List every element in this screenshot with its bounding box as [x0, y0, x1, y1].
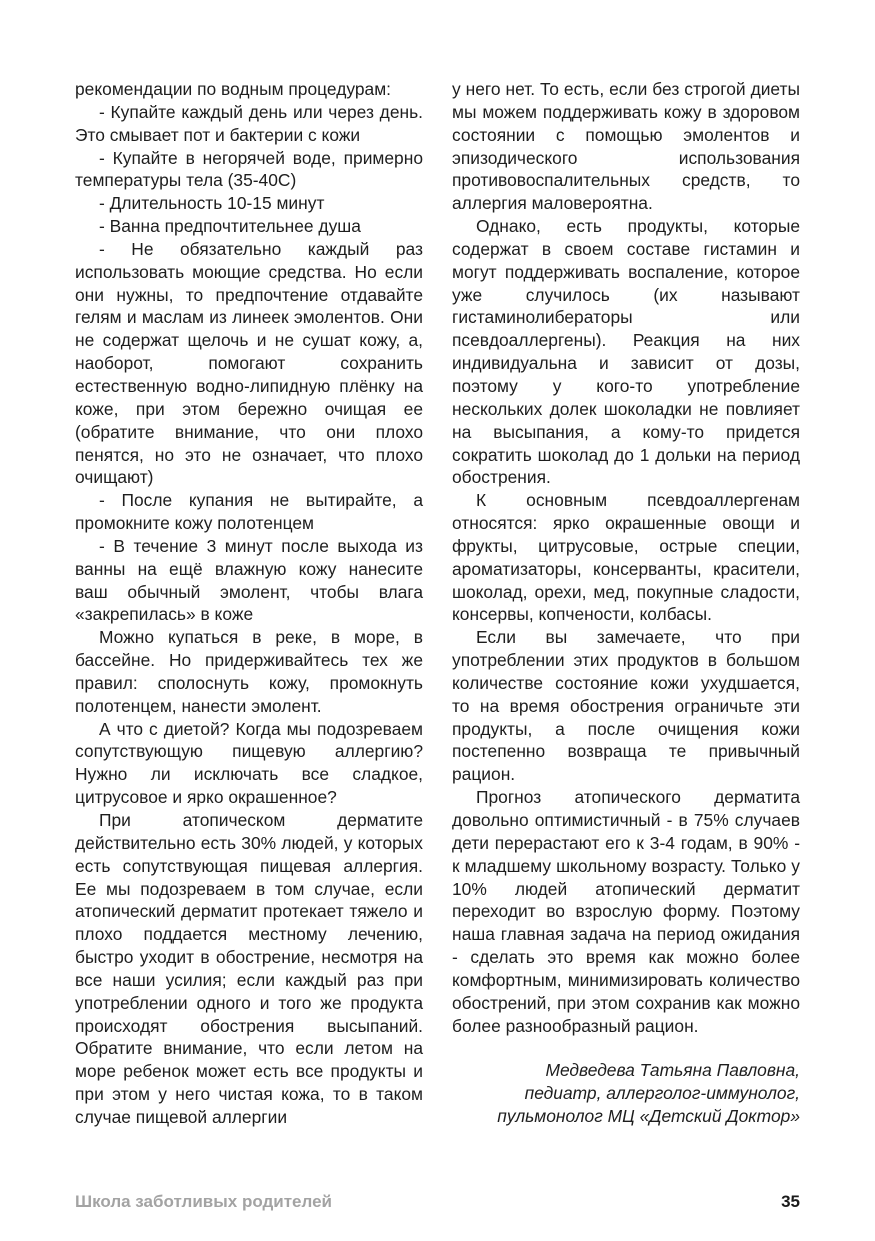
paragraph: у него нет. То есть, если без строгой диеты мы можем поддерживать кожу в здоровом состоянии с помощью эмолентов и эпизодического использования противовоспалительных средств, то аллергия маловероятна. — [452, 79, 800, 214]
paragraph: - Не обязательно каждый раз использовать моющие средства. Но если они нужны, то предпочтение отдавайте гелям и маслам из линеек эмолентов. Они не содержат щелочь и не сушат кожу, а, наоборот, помогают сохранить естественную водно-липидную плёнку на коже, при этом бережно очищая ее (обратите внимание, что они плохо пенятся, но это не означает, что плохо очищают) — [75, 238, 423, 488]
author-name: Медведева Татьяна Павловна, — [545, 1060, 800, 1081]
paragraph: рекомендации по водным процедурам: — [75, 79, 391, 99]
paragraph: При атопическом дерматите действительно есть 30% людей, у которых есть сопутствующая пищевая аллергия. Ее мы подозреваем в том случае, если атопический дерматит протекает тяжело и плохо поддается местному лечению, быстро уходит в обострение, несмотря на все наши усилия; если каждый раз при употреблении одного и того же продукта происходят обострения высыпаний. Обратите внимание, что если летом на море ребенок может есть все продукты и при этом у него чистая кожа, то в таком случае пищевой аллергии — [75, 810, 423, 1127]
publication-title: Школа заботливых родителей — [75, 1192, 332, 1211]
paragraph: - После купания не вытирайте, а промокните кожу полотенцем — [75, 490, 423, 534]
page-number: 35 — [781, 1192, 800, 1211]
paragraph: Прогноз атопического дерматита довольно оптимистичный - в 75% случаев дети перерастают его к 3-4 годам, в 90% - к младшему школьному возрасту. Только у 10% людей атопический дерматит переходит во взрослую форму. Поэтому наша главная задача на период ожидания - сделать это время как можно более комфортным, минимизировать количество обострений, при этом сохранив как можно более разнообразный рацион. — [452, 787, 800, 1036]
paragraph: А что с диетой? Когда мы подозреваем сопутствующую пищевую аллергию? Нужно ли исключать все сладкое, цитрусовое и ярко окрашенное? — [75, 718, 423, 808]
paragraph: Если вы замечаете, что при употреблении этих продуктов в большом количестве состояние кожи ухудшается, то на время обострения ограничьте эти продукты, а после очищения кожи постепенно возвраща те привычный рацион. — [452, 627, 800, 785]
left-column — [75, 78, 423, 1129]
right-column — [452, 78, 800, 1128]
paragraph: - Купайте в негорячей воде, примерно температуры тела (35-40С) — [75, 147, 423, 191]
paragraph: - В течение 3 минут после выхода из ванны на ещё влажную кожу нанесите ваш обычный эмолент, чтобы влага «закрепилась» в коже — [75, 535, 423, 625]
author-affiliation: пульмонолог МЦ «Детский Доктор» — [497, 1106, 800, 1127]
paragraph: Можно купаться в реке, в море, в бассейне. Но придерживайтесь тех же правил: сполоснуть кожу, промокнуть полотенцем, нанести эмолент. — [75, 627, 423, 716]
author-role: педиатр, аллерголог-иммунолог, — [524, 1083, 800, 1104]
paragraph: - Купайте каждый день или через день. Это смывает пот и бактерии с кожи — [75, 101, 423, 145]
paragraph: - Длительность 10-15 минут — [99, 193, 325, 214]
paragraph: Однако, есть продукты, которые содержат в своем составе гистамин и могут поддерживать воспаление, которое уже случилось (их называют гистаминолибераторы или псевдоаллергены). Реакция на них индивидуальна и зависит от дозы, поэтому у кого-то употребление нескольких долек шоколадки не повлияет на высыпания, а кому-то придется сократить шоколад до 1 дольки на период обострения. — [452, 216, 800, 488]
paragraph: К основным псевдоаллергенам относятся: ярко окрашенные овощи и фрукты, цитрусовые, острые специи, ароматизаторы, консерванты, красители, шоколад, орехи, мед, покупные сладости, консервы, копчености, колбасы. — [452, 490, 800, 625]
paragraph: - Ванна предпочтительнее душа — [99, 216, 361, 237]
author-signature — [452, 1059, 800, 1128]
